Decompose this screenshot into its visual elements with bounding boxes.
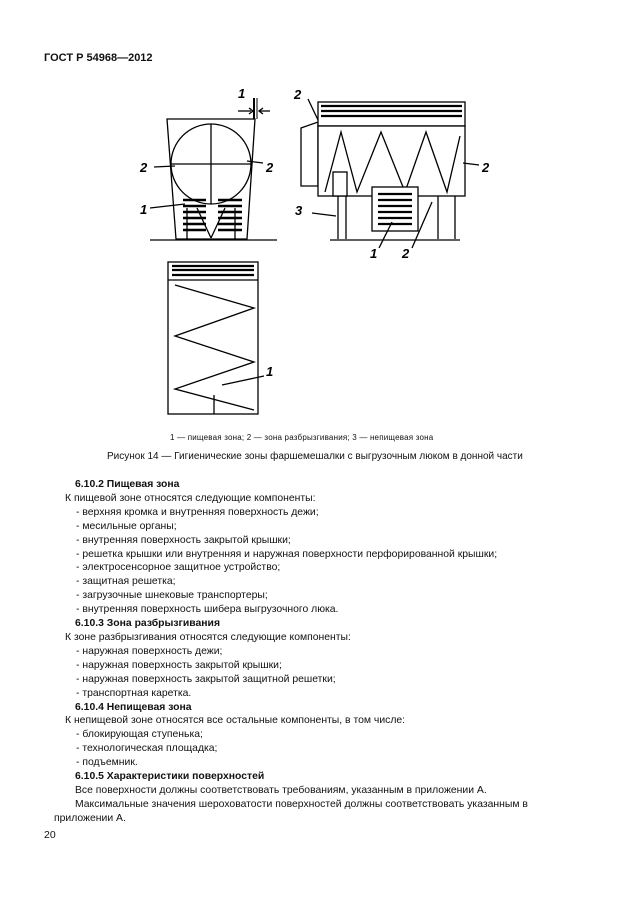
section-intro-splash-zone: К зоне разбрызгивания относятся следующие компоненты: bbox=[65, 631, 351, 643]
list-item: - месильные органы; bbox=[76, 520, 177, 532]
section-title-nonfood-zone: 6.10.4 Непищевая зона bbox=[75, 701, 192, 713]
page-number: 20 bbox=[44, 829, 56, 841]
side-hood bbox=[301, 122, 318, 186]
figure-legend: 1 — пищевая зона; 2 — зона разбрызгивания; 3 — непищевая зона bbox=[170, 433, 434, 442]
label-1-top: 1 bbox=[266, 364, 274, 379]
paragraph: Максимальные значения шероховатости поверхностей должны соответствовать указанным в bbox=[75, 798, 528, 810]
paragraph: Все поверхности должны соответствовать требованиям, указанным в приложении А. bbox=[75, 784, 487, 796]
section-title-splash-zone: 6.10.3 Зона разбрызгивания bbox=[75, 618, 221, 630]
list-item: - внутренняя поверхность шибера выгрузочного люка. bbox=[76, 604, 339, 616]
list-item: - решетка крышки или внутренняя и наружная поверхности перфорированной крышки; bbox=[76, 548, 498, 560]
document-header: ГОСТ Р 54968—2012 bbox=[44, 52, 153, 64]
label-1-side: 1 bbox=[370, 246, 378, 261]
list-item: - верхняя кромка и внутренняя поверхность дежи; bbox=[76, 506, 319, 518]
list-item: - наружная поверхность дежи; bbox=[76, 645, 223, 657]
label-2-side-top: 2 bbox=[294, 87, 302, 102]
label-1-front: 1 bbox=[140, 202, 148, 217]
list-item: - защитная решетка; bbox=[76, 576, 176, 588]
label-2-front-left: 2 bbox=[140, 160, 148, 175]
list-item: - технологическая площадка; bbox=[76, 743, 218, 755]
label-2-side-bottom: 2 bbox=[402, 246, 410, 261]
list-item: - блокирующая ступенька; bbox=[76, 729, 203, 741]
document-body bbox=[54, 478, 605, 826]
label-1-lever: 1 bbox=[238, 86, 246, 101]
section-intro-food-zone: К пищевой зоне относятся следующие компоненты: bbox=[65, 492, 316, 504]
section-title-surface: 6.10.5 Характеристики поверхностей bbox=[75, 771, 265, 783]
list-item: - электросенсорное защитное устройство; bbox=[76, 562, 281, 574]
paragraph-continuation: приложении А. bbox=[54, 812, 126, 824]
list-item: - транспортная каретка. bbox=[76, 687, 192, 699]
label-3-side: 3 bbox=[295, 203, 303, 218]
section-intro-nonfood-zone: К непищевой зоне относятся все остальные компоненты, в том числе: bbox=[65, 715, 406, 727]
section-title-food-zone: 6.10.2 Пищевая зона bbox=[75, 479, 180, 490]
list-item: - подъемник. bbox=[76, 757, 138, 769]
label-2-front-right: 2 bbox=[266, 160, 274, 175]
list-item: - внутренняя поверхность закрытой крышки; bbox=[76, 534, 291, 546]
label-2-side-right: 2 bbox=[482, 160, 490, 175]
list-item: - наружная поверхность закрытой защитной решетки; bbox=[76, 673, 336, 685]
figure-caption: Рисунок 14 — Гигиенические зоны фаршемешалки с выгрузочным люком в донной части bbox=[107, 451, 523, 462]
figure-drawing bbox=[0, 0, 630, 430]
list-item: - загрузочные шнековые транспортеры; bbox=[76, 590, 268, 602]
list-item: - наружная поверхность закрытой крышки; bbox=[76, 659, 282, 671]
